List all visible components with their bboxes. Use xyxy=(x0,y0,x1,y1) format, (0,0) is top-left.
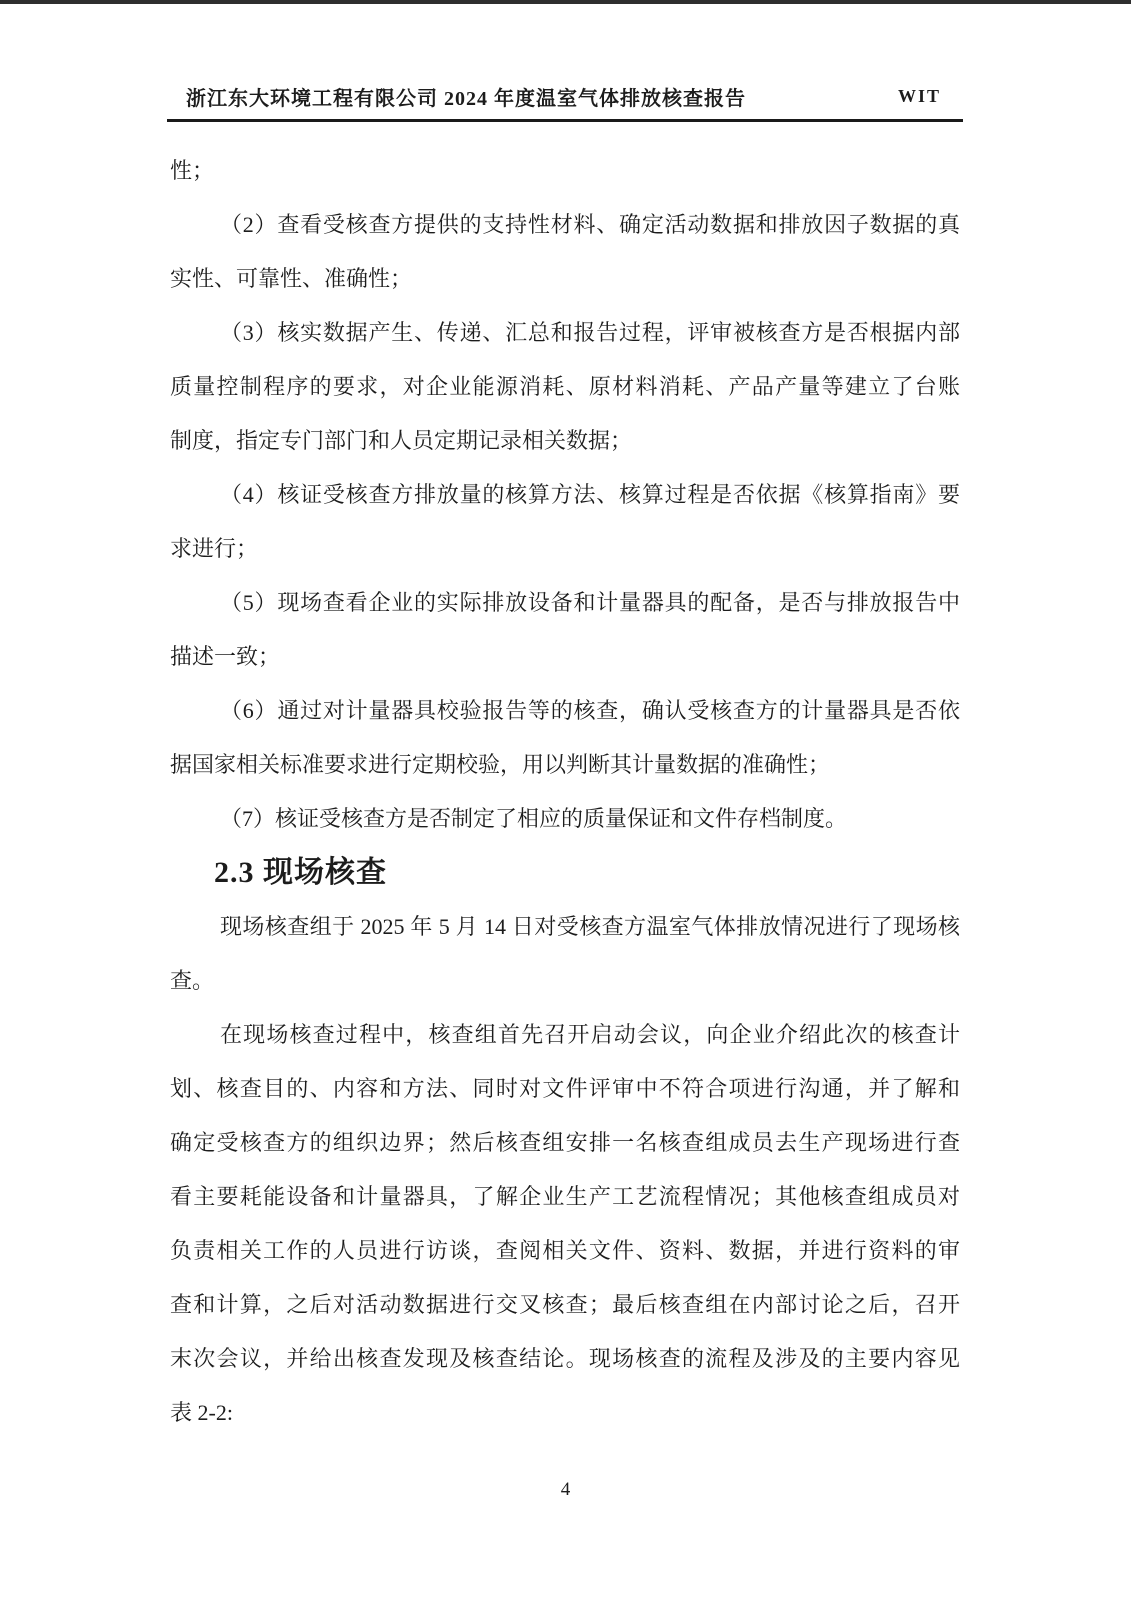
page-number: 4 xyxy=(560,1479,571,1500)
text-line: 性； xyxy=(170,158,215,183)
text-line: 据国家相关标准要求进行定期校验，用以判断其计量数据的准确性； xyxy=(170,752,831,777)
text-line: 质量控制程序的要求，对企业能源消耗、原材料消耗、产品产量等建立了台账 xyxy=(170,374,960,399)
text-line: （6）通过对计量器具校验报告等的核查，确认受核查方的计量器具是否依 xyxy=(220,698,960,723)
text-line: 确定受核查方的组织边界；然后核查组安排一名核查组成员去生产现场进行查 xyxy=(170,1130,960,1155)
text-line: 负责相关工作的人员进行访谈，查阅相关文件、资料、数据，并进行资料的审 xyxy=(170,1238,960,1263)
header-title: 浙江东大环境工程有限公司 2024 年度温室气体排放核查报告 xyxy=(186,88,746,110)
text-line: 看主要耗能设备和计量器具，了解企业生产工艺流程情况；其他核查组成员对 xyxy=(170,1184,960,1209)
text-line: 划、核查目的、内容和方法、同时对文件评审中不符合项进行沟通，并了解和 xyxy=(170,1076,960,1101)
text-line: 制度，指定专门部门和人员定期记录相关数据； xyxy=(170,428,633,453)
text-line: 现场核查组于 2025 年 5 月 14 日对受核查方温室气体排放情况进行了现场核 xyxy=(220,914,960,939)
text-line: 求进行； xyxy=(170,536,259,561)
text-line: 查。 xyxy=(170,968,215,993)
text-line: （2）查看受核查方提供的支持性材料、确定活动数据和排放因子数据的真 xyxy=(220,212,960,237)
header-rule xyxy=(167,119,963,122)
text-line: （7）核证受核查方是否制定了相应的质量保证和文件存档制度。 xyxy=(220,806,848,831)
text-line: 在现场核查过程中，核查组首先召开启动会议，向企业介绍此次的核查计 xyxy=(220,1022,960,1047)
text-line: 查和计算，之后对活动数据进行交叉核查；最后核查组在内部讨论之后，召开 xyxy=(170,1292,960,1317)
text-line: （3）核实数据产生、传递、汇总和报告过程，评审被核查方是否根据内部 xyxy=(220,320,960,345)
scan-edge xyxy=(0,0,1131,4)
document-body xyxy=(170,144,960,1440)
text-line: 表 2-2: xyxy=(170,1400,233,1425)
section-heading: 2.3 现场核查 xyxy=(214,856,387,889)
text-line: 描述一致； xyxy=(170,644,281,669)
text-line: （5）现场查看企业的实际排放设备和计量器具的配备，是否与排放报告中 xyxy=(220,590,960,615)
text-line: （4）核证受核查方排放量的核算方法、核算过程是否依据《核算指南》要 xyxy=(220,482,960,507)
header-logo: WIT xyxy=(898,86,942,106)
text-line: 末次会议，并给出核查发现及核查结论。现场核查的流程及涉及的主要内容见 xyxy=(170,1346,960,1371)
text-line: 实性、可靠性、准确性； xyxy=(170,266,413,291)
